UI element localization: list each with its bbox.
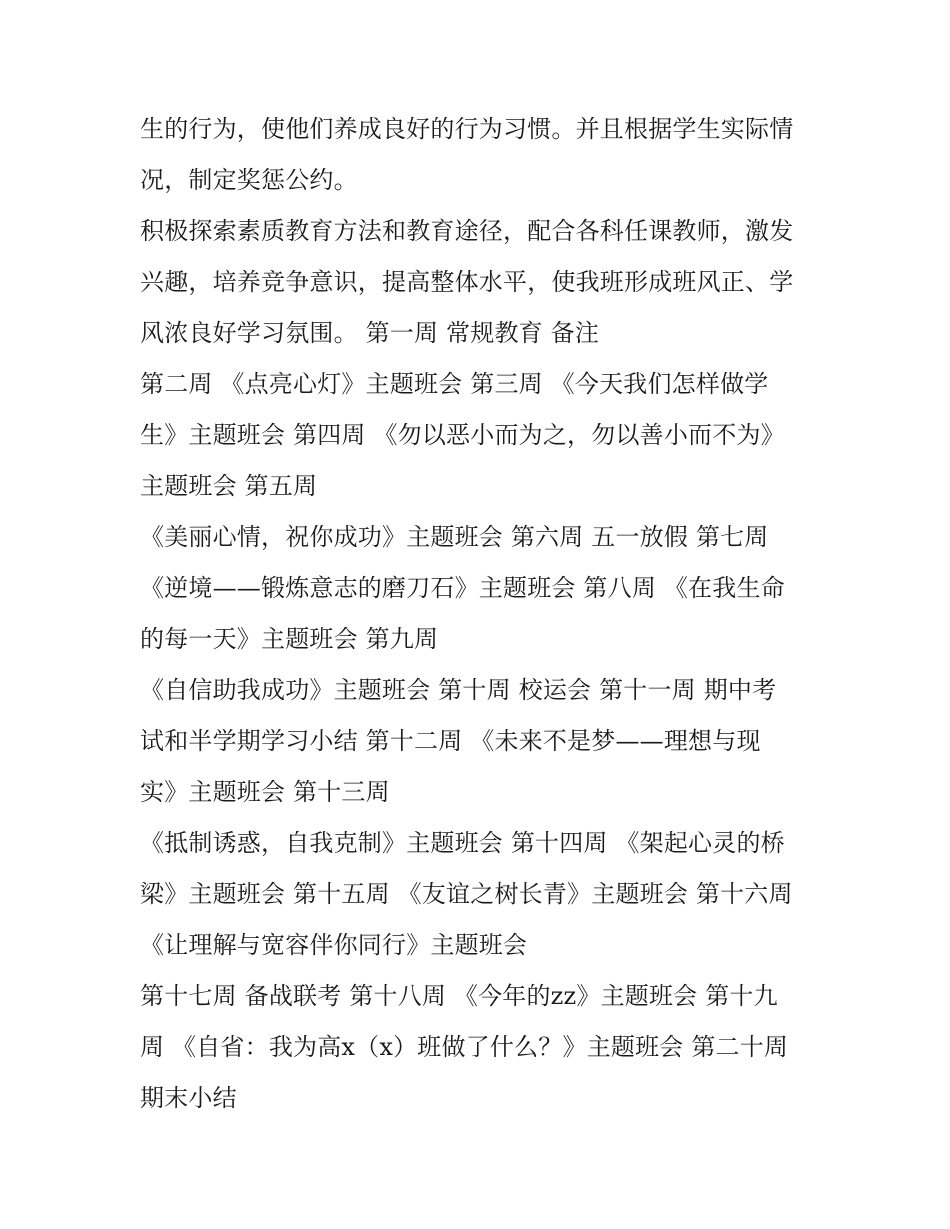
text-line: 《抵制诱惑，自我克制》主题班会 第十四周 《架起心灵的桥 [140,829,785,857]
text-line: 《自信助我成功》主题班会 第十周 校运会 第十一周 期中考 [140,676,777,704]
text-line: 实》主题班会 第十三周 [140,778,390,806]
text-line: 主题班会 第五周 [140,472,318,500]
text-line: 风浓良好学习氛围。 第一周 常规教育 备注 [140,319,600,347]
text-line: 况，制定奖惩公约。 [140,166,358,194]
text-line: 周 《自省：我为高x（x）班做了什么？》主题班会 第二十周 [140,1033,789,1061]
text-line: 生的行为，使他们养成良好的行为习惯。并且根据学生实际情 [140,115,794,143]
text-line: 积极探索素质教育方法和教育途径，配合各科任课教师，激发 [140,217,794,245]
text-line: 生》主题班会 第四周 《勿以恶小而为之，勿以善小而不为》 [140,421,785,449]
text-line: 第十七周 备战联考 第十八周 《今年的zz》主题班会 第十九 [140,982,778,1010]
text-line: 梁》主题班会 第十五周 《友谊之树长青》主题班会 第十六周 [140,880,793,908]
text-line: 第二周 《点亮心灯》主题班会 第三周 《今天我们怎样做学 [140,370,769,398]
body-text [140,104,830,1124]
text-line: 《美丽心情，祝你成功》主题班会 第六周 五一放假 第七周 [140,523,769,551]
text-line: 试和半学期学习小结 第十二周 《未来不是梦——理想与现 [140,727,761,755]
text-line: 期末小结 [140,1084,237,1112]
text-line: 的每一天》主题班会 第九周 [140,625,439,653]
text-line: 《逆境——锻炼意志的磨刀石》主题班会 第八周 《在我生命 [140,574,785,602]
text-line: 兴趣，培养竞争意识，提高整体水平，使我班形成班风正、学 [140,268,794,296]
text-line: 《让理解与宽容伴你同行》主题班会 [140,931,528,959]
